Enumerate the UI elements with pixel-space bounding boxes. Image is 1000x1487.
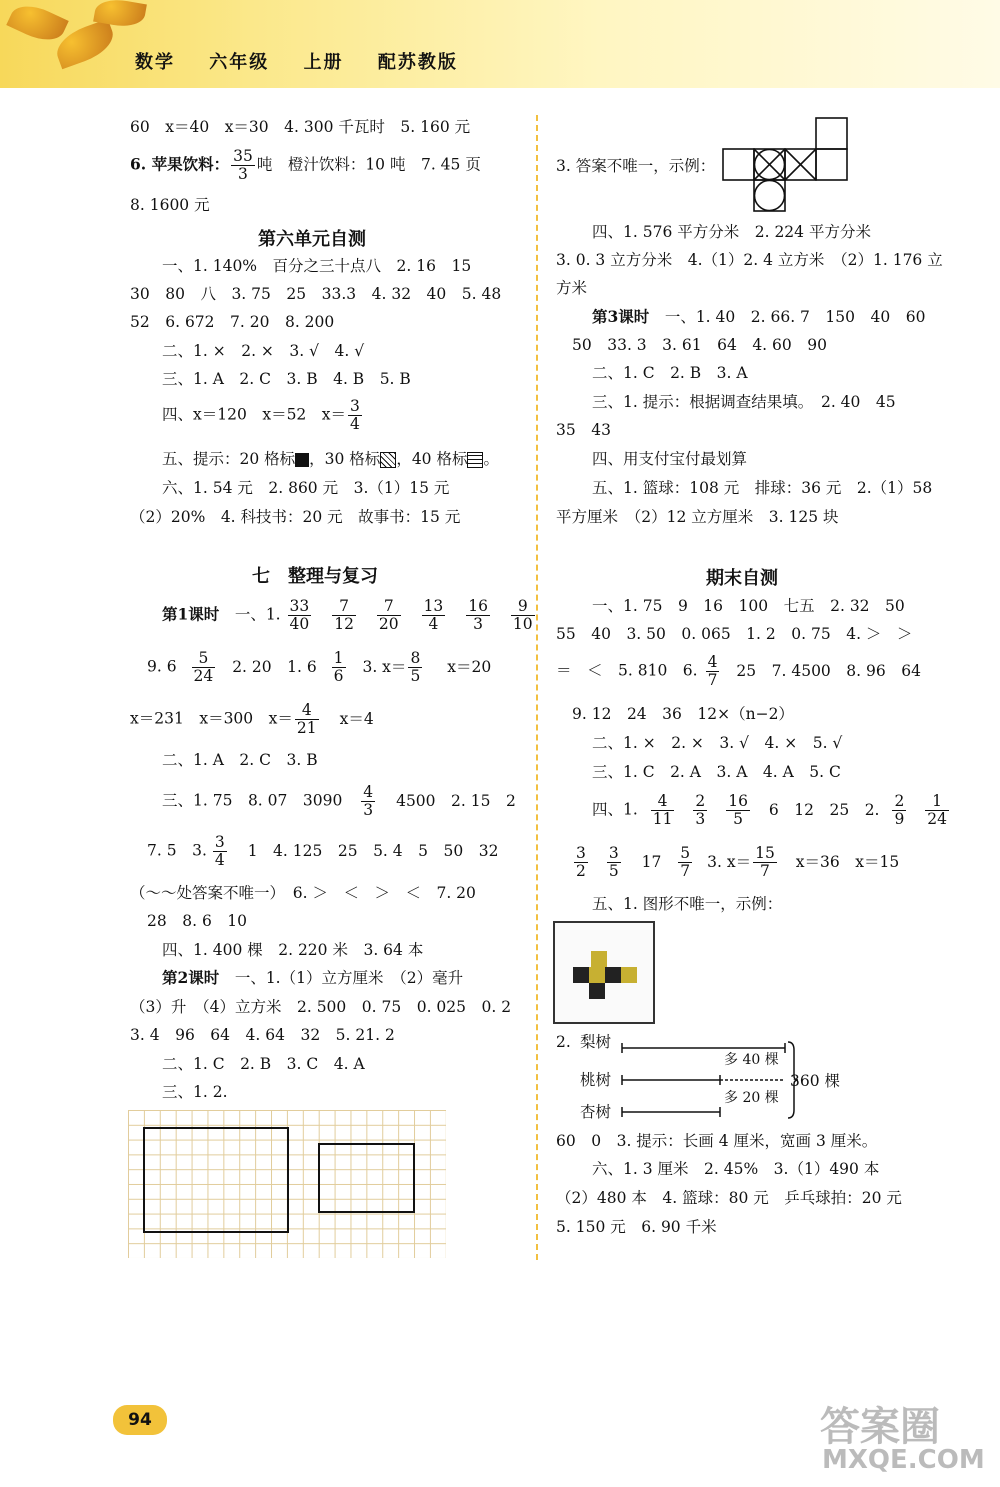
fraction — [511, 598, 535, 633]
denominator: 3 — [238, 165, 248, 183]
text: 25 7. 4500 8. 96 64 — [736, 661, 921, 680]
answer-line: 五、1. 篮球：108 元 排球：36 元 2.（1）58 — [592, 479, 933, 497]
text: x＝231 x＝300 x＝ — [130, 709, 293, 728]
numerator: 3 — [576, 844, 586, 862]
answer-line: 方米 — [556, 279, 588, 297]
fraction — [422, 598, 446, 633]
fraction — [213, 834, 227, 869]
text: 7. 5 3. — [147, 841, 207, 860]
cross-shape-figure — [555, 923, 653, 1022]
denominator: 10 — [512, 615, 533, 633]
text: 3. x＝ — [707, 852, 752, 871]
answer-line: 三、1. 2. — [162, 1083, 228, 1101]
numerator: 5 — [192, 650, 216, 668]
answer-line: 六、1. 3 厘米 2. 45% 3.（1）490 本 — [592, 1160, 880, 1178]
answer-line: 35 43 — [556, 421, 611, 439]
column-divider — [536, 115, 538, 1260]
numerator: 15 — [755, 844, 775, 862]
answer-line — [556, 654, 921, 689]
denominator: 4 — [350, 415, 360, 433]
text: 1 4. 125 25 5. 4 5 50 32 — [247, 841, 499, 860]
text: 9. 6 — [147, 657, 177, 676]
fraction — [726, 793, 750, 828]
answer-line — [162, 968, 463, 988]
numerator: 13 — [423, 597, 444, 615]
leaf-decoration — [6, 0, 69, 48]
denominator: 40 — [289, 615, 310, 633]
watermark-url: MXQE.COM — [822, 1445, 985, 1475]
fraction — [288, 598, 312, 633]
answer-line: 四、用支付宝付最划算 — [592, 450, 748, 468]
denominator: 2 — [576, 862, 586, 880]
text: 一、1. 40 2. 66. 7 150 40 60 — [664, 308, 926, 326]
rectangle-figure-2 — [318, 1143, 415, 1213]
page-header — [135, 48, 484, 74]
text: x＝4 — [339, 709, 374, 728]
numerator: 3 — [350, 397, 360, 415]
answer-line — [147, 650, 491, 685]
fraction — [925, 793, 949, 828]
fraction — [753, 845, 777, 880]
fraction — [408, 650, 422, 685]
text: 吨 橙汁饮料：10 吨 7. 45 页 — [256, 155, 481, 174]
fraction — [231, 148, 255, 183]
fraction — [678, 845, 692, 880]
numerator: 8 — [410, 649, 421, 667]
fraction — [651, 793, 675, 828]
striped-fill-icon — [467, 452, 483, 468]
fraction — [348, 398, 362, 433]
section-title: 第六单元自测 — [258, 229, 366, 250]
numerator: 3 — [214, 833, 225, 851]
watermark-logo: 答案圈 — [820, 1404, 940, 1450]
answer-line — [592, 793, 951, 828]
text: 。 — [483, 450, 499, 468]
denominator: 7 — [707, 671, 718, 689]
denominator: 21 — [296, 719, 317, 737]
grade: 六年级 — [209, 52, 270, 73]
answer-line: （2）20% 4. 科技书：20 元 故事书：15 元 — [130, 508, 461, 526]
answer-line: 四、1. 576 平方分米 2. 224 平方分米 — [592, 223, 871, 241]
text: 6. 苹果饮料： — [130, 154, 230, 174]
text: ，40 格标 — [396, 450, 468, 468]
numerator: 1 — [333, 649, 344, 667]
tree-label-apricot: 杏树 — [580, 1103, 612, 1121]
text: 3. x＝ — [362, 657, 407, 676]
denominator: 4 — [214, 851, 225, 869]
answer-line: 55 40 3. 50 0. 065 1. 2 0. 75 4. ＞ ＞ — [556, 625, 913, 643]
numerator: 9 — [511, 598, 535, 616]
answer-line: 60 x＝40 x＝30 4. 300 千瓦时 5. 160 元 — [130, 118, 471, 136]
denominator: 3 — [695, 810, 706, 828]
answer-line: 三、1. 提示：根据调查结果填。 2. 40 45 — [592, 393, 896, 411]
answer-line: 8. 1600 元 — [130, 196, 210, 214]
fraction — [361, 784, 375, 819]
lesson-label: 第2课时 — [162, 968, 220, 987]
text: 一、1. — [234, 605, 281, 624]
text: 6 12 25 2. — [768, 800, 880, 819]
numerator: 16 — [468, 597, 488, 615]
text: 4500 2. 15 2 — [396, 791, 516, 810]
denominator: 5 — [410, 667, 421, 685]
numerator: 33 — [289, 597, 310, 615]
answer-line: 3. 4 96 64 4. 64 32 5. 21. 2 — [130, 1026, 395, 1044]
denominator: 4 — [428, 615, 439, 633]
answer-line: 52 6. 672 7. 20 8. 200 — [130, 313, 335, 331]
denominator: 24 — [927, 810, 947, 828]
denominator: 5 — [733, 810, 744, 828]
answer-line: 二、1. C 2. B 3. C 4. A — [162, 1055, 365, 1073]
answer-line: 四、1. 400 棵 2. 220 米 3. 64 本 — [162, 941, 424, 959]
lesson-label: 第3课时 — [592, 307, 650, 326]
numerator: 4 — [363, 783, 374, 801]
denominator: 3 — [363, 801, 374, 819]
answer-line: （2）480 本 4. 篮球：80 元 乒乓球拍：20 元 — [556, 1189, 902, 1207]
fraction — [607, 845, 621, 880]
answer-line — [572, 845, 899, 880]
header-banner — [0, 0, 1000, 88]
fraction — [332, 598, 356, 633]
denominator: 3 — [473, 615, 484, 633]
answer-line: （3）升 （4）立方米 2. 500 0. 75 0. 025 0. 2 — [130, 998, 512, 1016]
answer-line: 3. 答案不唯一，示例： — [556, 157, 716, 175]
subject: 数学 — [135, 52, 175, 73]
numerator: 4 — [295, 702, 319, 720]
difference-label-20: 多 20 棵 — [724, 1090, 779, 1106]
text: 四、1. — [592, 800, 638, 819]
answer-line: 三、1. A 2. C 3. B 4. B 5. B — [162, 370, 411, 388]
numerator: 2 — [695, 792, 706, 810]
text: x＝36 x＝15 — [795, 852, 900, 871]
solid-fill-icon — [295, 453, 309, 467]
answer-line: 平方厘米 （2）12 立方厘米 3. 125 块 — [556, 508, 839, 526]
answer-line: 3. 0. 3 立方分米 4.（1）2. 4 立方米 （2）1. 176 立 — [556, 251, 943, 269]
volume: 上册 — [303, 52, 344, 73]
numerator: 3 — [608, 844, 619, 862]
answer-line — [162, 598, 537, 633]
denominator: 7 — [760, 862, 770, 880]
total-label: 360 棵 — [790, 1072, 841, 1090]
answer-line: 60 0 3. 提示：长画 4 厘米，宽画 3 厘米。 — [556, 1132, 878, 1150]
denominator: 6 — [333, 667, 344, 685]
numerator: 2 — [894, 792, 905, 810]
answer-line — [130, 148, 481, 183]
answer-line — [162, 449, 499, 469]
tree-label-pear: 梨树 — [580, 1033, 612, 1051]
section-title: 七 整理与复习 — [252, 566, 378, 587]
fraction — [332, 650, 346, 685]
answer-line: 三、1. C 2. A 3. A 4. A 5. C — [592, 763, 841, 781]
answer-line: 50 33. 3 3. 61 64 4. 60 90 — [572, 336, 827, 354]
fraction — [574, 845, 588, 880]
answer-line: 五、1. 图形不唯一，示例： — [592, 895, 783, 913]
text: ，30 格标 — [309, 450, 381, 468]
answer-line: 二、1. × 2. × 3. √ 4. × 5. √ — [592, 734, 843, 752]
answer-line: 9. 12 24 36 12×（n−2） — [572, 705, 794, 723]
text: 四、x＝120 x＝52 x＝ — [162, 405, 347, 424]
text: x＝20 — [447, 657, 492, 676]
hatched-fill-icon — [380, 452, 396, 468]
answer-line — [162, 784, 516, 819]
answer-line: 一、1. 140% 百分之三十点八 2. 16 15 — [162, 257, 472, 275]
numerator: 16 — [728, 792, 748, 810]
fraction — [693, 793, 707, 828]
denominator: 7 — [680, 862, 691, 880]
numerator: 1 — [925, 793, 949, 811]
numerator: 4 — [707, 653, 718, 671]
edition: 配苏教版 — [377, 52, 458, 73]
answer-line: 30 80 八 3. 75 25 33.3 4. 32 40 5. 48 — [130, 285, 502, 303]
numerator: 7 — [332, 598, 356, 616]
denominator: 24 — [193, 667, 214, 685]
question-number: 2. — [556, 1033, 571, 1051]
numerator: 4 — [651, 793, 675, 811]
text: 17 — [641, 852, 662, 871]
fraction — [377, 598, 401, 633]
fraction — [192, 650, 216, 685]
answer-line — [130, 702, 374, 737]
answer-line: 二、1. A 2. C 3. B — [162, 751, 318, 769]
text: ＝ ＜ 5. 810 6. — [556, 661, 698, 680]
section-title: 期末自测 — [706, 568, 778, 589]
cube-net-diagram — [720, 117, 850, 217]
text: 2. 20 1. 6 — [232, 657, 317, 676]
page-number: 94 — [113, 1405, 167, 1435]
denominator: 9 — [894, 810, 905, 828]
answer-line: 二、1. × 2. × 3. √ 4. √ — [162, 342, 365, 360]
rectangle-figure-1 — [143, 1127, 289, 1233]
answer-line: 5. 150 元 6. 90 千米 — [556, 1218, 717, 1236]
fraction — [706, 654, 720, 689]
text: 三、1. 75 8. 07 3090 — [162, 791, 343, 810]
answer-line: 28 8. 6 10 — [147, 912, 248, 930]
answer-line: 一、1. 75 9 16 100 七五 2. 32 50 — [592, 597, 905, 615]
answer-line: 六、1. 54 元 2. 860 元 3.（1）15 元 — [162, 479, 450, 497]
denominator: 12 — [334, 615, 354, 633]
answer-line — [162, 398, 364, 433]
text: 五、提示：20 格标 — [162, 450, 296, 468]
lesson-label: 第1课时 — [162, 604, 220, 624]
tree-label-peach: 桃树 — [580, 1071, 612, 1089]
numerator: 35 — [233, 147, 253, 165]
answer-line: 二、1. C 2. B 3. A — [592, 364, 748, 382]
numerator: 7 — [377, 598, 401, 616]
fraction — [892, 793, 906, 828]
text: 一、1.（1）立方厘米 （2）毫升 — [234, 969, 464, 987]
numerator: 5 — [680, 844, 691, 862]
fraction — [295, 702, 319, 737]
fraction — [466, 598, 490, 633]
answer-line: （～～处答案不唯一） 6. ＞ ＜ ＞ ＜ 7. 20 — [130, 884, 476, 902]
denominator: 5 — [608, 862, 619, 880]
figure-example-box — [553, 921, 655, 1024]
answer-line — [147, 834, 498, 869]
answer-line — [592, 307, 925, 327]
difference-label-40: 多 40 棵 — [724, 1052, 779, 1068]
denominator: 20 — [378, 615, 399, 633]
denominator: 11 — [652, 810, 673, 828]
